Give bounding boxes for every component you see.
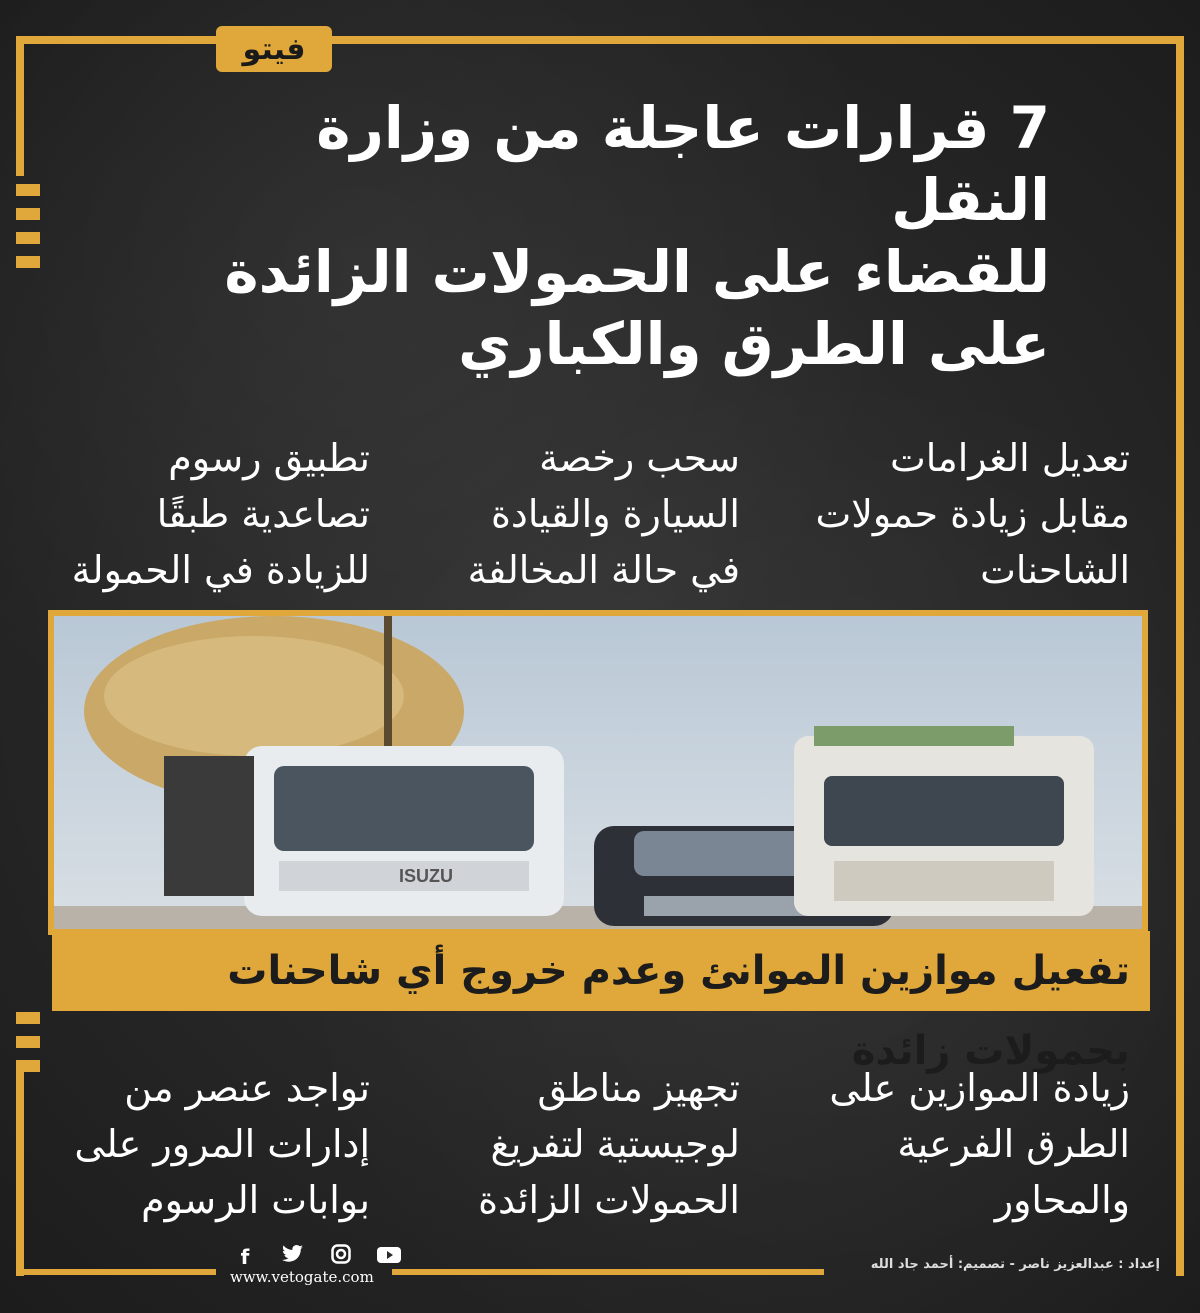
decision-6-line-1: تجهيز مناطق: [537, 1066, 740, 1110]
youtube-icon[interactable]: [376, 1244, 402, 1270]
frame-left-top: [16, 36, 24, 176]
trucks-photo: [48, 610, 1148, 935]
decision-item-1: [815, 430, 1130, 598]
decision-7-line-2: إدارات المرور على: [74, 1122, 370, 1166]
decision-1-line-3: الشاحنات: [980, 548, 1130, 592]
decision-5-line-2: الطرق الفرعية: [897, 1122, 1130, 1166]
twitter-icon[interactable]: [280, 1244, 306, 1270]
decision-2-line-1: سحب رخصة: [539, 436, 740, 480]
decision-3-line-2: تصاعدية طبقًا: [156, 492, 370, 536]
logo-text: فيتو: [242, 31, 306, 67]
decision-6-line-2: لوجيستية لتفريغ: [490, 1122, 740, 1166]
frame-bottom-left: [16, 1269, 216, 1275]
headline-line-2: للقضاء على الحمولات الزائدة: [224, 238, 1050, 306]
frame-top-left: [16, 36, 216, 44]
truck-brand: ISUZU: [399, 866, 453, 886]
decision-1-line-1: تعديل الغرامات: [890, 436, 1130, 480]
banner-text: تفعيل موازين الموانئ وعدم خروج أي شاحنات بحمولات زائدة: [227, 948, 1130, 1074]
website-url[interactable]: www.vetogate.com: [230, 1268, 374, 1286]
decision-item-5: [829, 1060, 1130, 1228]
decision-2-line-2: السيارة والقيادة: [490, 492, 740, 536]
frame-ticks-top: [16, 184, 40, 268]
facebook-icon[interactable]: f: [240, 1245, 250, 1269]
decision-3-line-1: تطبيق رسوم: [168, 436, 370, 480]
instagram-icon[interactable]: [328, 1244, 354, 1270]
credits: إعداد : عبدالعزيز ناصر - تصميم: أحمد جاد الله: [870, 1257, 1160, 1272]
decision-7-line-3: بوابات الرسوم: [141, 1178, 370, 1222]
decision-1-line-2: مقابل زيادة حمولات: [815, 492, 1130, 536]
frame-right: [1176, 36, 1184, 1276]
trucks-illustration: [54, 616, 1142, 929]
decision-item-7: [74, 1060, 370, 1228]
decision-item-2: [468, 430, 740, 598]
decision-5-line-3: والمحاور: [994, 1178, 1130, 1222]
decision-7-line-1: تواجد عنصر من: [124, 1066, 370, 1110]
frame-bottom: [392, 1269, 824, 1275]
headline-line-3: على الطرق والكباري: [458, 310, 1050, 378]
frame-left-bottom: [16, 1060, 24, 1276]
decision-2-line-3: في حالة المخالفة: [467, 548, 740, 592]
frame-top-right: [332, 36, 1184, 44]
social-links: [232, 1244, 402, 1270]
headline-line-1: 7 قرارات عاجلة من وزارة النقل: [316, 94, 1050, 234]
logo: [216, 26, 332, 72]
decision-3-line-3: للزيادة في الحمولة: [71, 548, 370, 592]
headline: [150, 92, 1050, 380]
decision-6-line-3: الحمولات الزائدة: [478, 1178, 740, 1222]
decision-item-3: [72, 430, 370, 598]
banner: [52, 931, 1150, 1074]
frame-ticks-bottom: [16, 1012, 40, 1072]
decision-5-line-1: زيادة الموازين على: [829, 1066, 1130, 1110]
decision-item-6: [478, 1060, 740, 1228]
